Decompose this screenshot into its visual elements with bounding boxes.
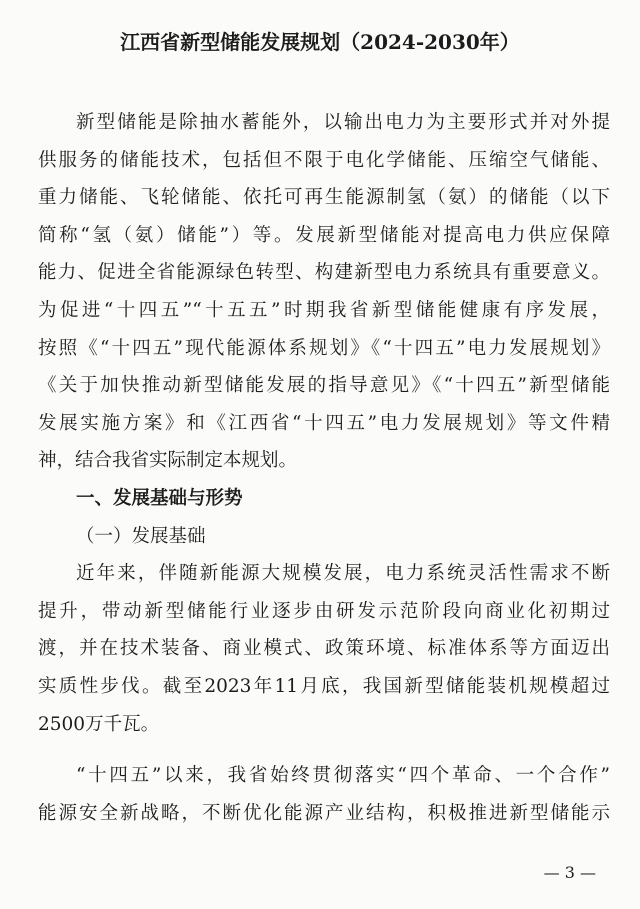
- text-line: 发展实施方案》和《江西省“十四五”电力发展规划》等文件精: [38, 412, 610, 434]
- text-line: 2500万千瓦。: [38, 713, 160, 735]
- text-line: 渡，并在技术装备、商业模式、政策环境、标准体系等方面迈出: [38, 638, 610, 660]
- text-line: 提升，带动新型储能行业逐步由研发示范阶段向商业化初期过: [38, 600, 610, 622]
- text-line: “十四五”以来，我省始终贯彻落实“四个革命、一个合作”: [76, 765, 610, 787]
- section-heading: 一、发展基础与形势: [76, 487, 243, 509]
- text-line: 能力、促进全省能源绿色转型、构建新型电力系统具有重要意义。: [38, 262, 610, 284]
- document-title: 江西省新型储能发展规划（2024-2030年）: [120, 30, 520, 54]
- text-line: 新型储能是除抽水蓄能外，以输出电力为主要形式并对外提: [76, 112, 610, 133]
- paragraph-intro: [38, 104, 610, 480]
- text-line: 为促进“十四五”“十五五”时期我省新型储能健康有序发展，: [38, 299, 610, 321]
- text-line: 按照《“十四五”现代能源体系规划》《“十四五”电力发展规划》: [38, 337, 610, 359]
- paragraph-development-basis: [38, 555, 610, 743]
- page-number: — 3 —: [543, 863, 596, 882]
- text-line: 重力储能、飞轮储能、依托可再生能源制氢（氨）的储能（以下: [38, 187, 610, 209]
- text-line: 《关于加快推动新型储能发展的指导意见》《“十四五”新型储能: [38, 375, 610, 397]
- text-line: 实质性步伐。截至2023年11月底，我国新型储能装机规模超过: [38, 675, 610, 697]
- subsection-heading: （一）发展基础: [76, 525, 206, 547]
- text-line: 近年来，伴随新能源大规模发展，电力系统灵活性需求不断: [76, 563, 610, 585]
- document-body: [38, 104, 610, 832]
- paragraph-provincial-progress: [38, 757, 610, 832]
- text-line: 神，结合我省实际制定本规划。: [38, 450, 298, 472]
- paragraph-gap: [38, 743, 610, 757]
- text-line: 供服务的储能技术，包括但不限于电化学储能、压缩空气储能、: [38, 149, 610, 171]
- text-line: 能源安全新战略，不断优化能源产业结构，积极推进新型储能示: [38, 802, 610, 824]
- text-line: 简称“氢（氨）储能”）等。发展新型储能对提高电力供应保障: [38, 224, 610, 246]
